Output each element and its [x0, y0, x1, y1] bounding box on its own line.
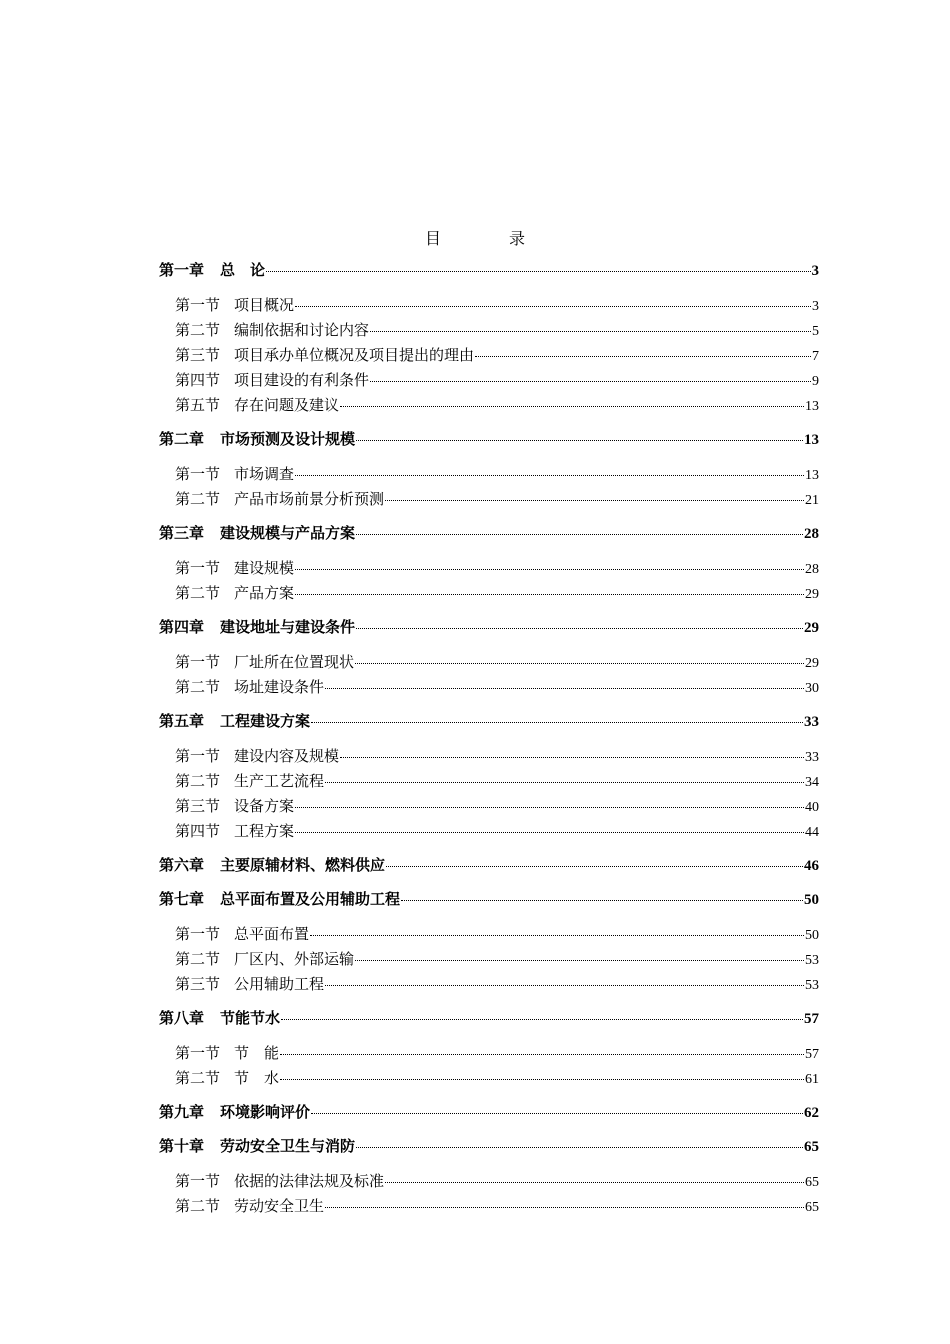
- page-number: 65: [805, 1200, 819, 1215]
- page-number: 53: [805, 978, 819, 993]
- chapter-number: 第七章: [159, 890, 205, 908]
- page-number: 13: [805, 399, 819, 414]
- page-number: 21: [805, 493, 819, 508]
- dot-leader: [355, 648, 804, 664]
- section-title: 依据的法律法规及标准: [234, 1172, 385, 1190]
- toc-chapter-entry[interactable]: [159, 1006, 819, 1031]
- chapter-number: 第九章: [159, 1103, 205, 1121]
- dot-leader: [401, 885, 803, 901]
- dot-leader: [266, 256, 810, 272]
- chapter-number: 第二章: [159, 430, 205, 448]
- toc-chapter-entry[interactable]: [159, 427, 819, 452]
- dot-leader: [356, 613, 803, 629]
- page-number: 61: [805, 1072, 819, 1087]
- section-number: 第一节: [175, 559, 221, 577]
- page-number: 9: [812, 374, 819, 389]
- chapter-title: 建设规模与产品方案: [220, 524, 356, 542]
- dot-leader: [310, 920, 804, 936]
- section-number: 第一节: [175, 653, 221, 671]
- dot-leader: [280, 1039, 804, 1055]
- section-title: 劳动安全卫生: [234, 1197, 325, 1215]
- table-of-contents: [159, 258, 819, 1219]
- page-number: 62: [804, 1105, 819, 1121]
- section-number: 第三节: [175, 346, 221, 364]
- toc-section-entry[interactable]: [159, 972, 819, 997]
- section-number: 第二节: [175, 490, 221, 508]
- chapter-number: 第一章: [159, 261, 205, 279]
- section-number: 第三节: [175, 797, 221, 815]
- toc-section-entry[interactable]: [159, 1169, 819, 1194]
- chapter-number: 第八章: [159, 1009, 205, 1027]
- chapter-title: 节能节水: [220, 1009, 281, 1027]
- toc-section-entry[interactable]: [159, 650, 819, 675]
- toc-chapter-entry[interactable]: [159, 521, 819, 546]
- dot-leader: [370, 366, 811, 382]
- dot-leader: [311, 707, 803, 723]
- page-number: 53: [805, 953, 819, 968]
- section-title: 市场调查: [234, 465, 295, 483]
- section-number: 第一节: [175, 1044, 221, 1062]
- section-title: 生产工艺流程: [234, 772, 325, 790]
- toc-section-entry[interactable]: [159, 581, 819, 606]
- section-number: 第二节: [175, 950, 221, 968]
- page-number: 46: [804, 858, 819, 874]
- page-number: 40: [805, 800, 819, 815]
- toc-section-entry[interactable]: [159, 769, 819, 794]
- section-number: 第二节: [175, 1069, 221, 1087]
- section-title: 建设内容及规模: [234, 747, 340, 765]
- section-number: 第三节: [175, 975, 221, 993]
- dot-leader: [385, 485, 804, 501]
- toc-section-entry[interactable]: [159, 1194, 819, 1219]
- section-title: 产品市场前景分析预测: [234, 490, 385, 508]
- dot-leader: [340, 391, 804, 407]
- section-number: 第四节: [175, 371, 221, 389]
- page-number: 65: [804, 1139, 819, 1155]
- section-title: 建设规模: [234, 559, 295, 577]
- chapter-number: 第三章: [159, 524, 205, 542]
- dot-leader: [475, 341, 811, 357]
- toc-section-entry[interactable]: [159, 819, 819, 844]
- dot-leader: [356, 425, 803, 441]
- page-number: 5: [812, 324, 819, 339]
- section-title: 项目概况: [234, 296, 295, 314]
- toc-section-entry[interactable]: [159, 293, 819, 318]
- chapter-title: 主要原辅材料、燃料供应: [220, 856, 386, 874]
- section-number: 第一节: [175, 296, 221, 314]
- toc-chapter-entry[interactable]: [159, 1100, 819, 1125]
- chapter-title: 总平面布置及公用辅助工程: [220, 890, 401, 908]
- page-number: 13: [805, 468, 819, 483]
- section-title: 项目建设的有利条件: [234, 371, 370, 389]
- page-number: 28: [804, 526, 819, 542]
- toc-section-entry[interactable]: [159, 794, 819, 819]
- page-number: 50: [804, 892, 819, 908]
- page-number: 65: [805, 1175, 819, 1190]
- chapter-number: 第六章: [159, 856, 205, 874]
- dot-leader: [295, 579, 804, 595]
- chapter-title: 环境影响评价: [220, 1103, 311, 1121]
- section-title: 总平面布置: [234, 925, 310, 943]
- dot-leader: [295, 460, 804, 476]
- dot-leader: [340, 742, 804, 758]
- page-number: 3: [812, 299, 819, 314]
- section-title: 编制依据和讨论内容: [234, 321, 370, 339]
- toc-section-entry[interactable]: [159, 462, 819, 487]
- toc-chapter-entry[interactable]: [159, 709, 819, 734]
- toc-section-entry[interactable]: [159, 393, 819, 418]
- toc-section-entry[interactable]: [159, 343, 819, 368]
- page-number: 50: [805, 928, 819, 943]
- dot-leader: [325, 1192, 804, 1208]
- toc-section-entry[interactable]: [159, 318, 819, 343]
- toc-section-entry[interactable]: [159, 947, 819, 972]
- dot-leader: [385, 1167, 804, 1183]
- dot-leader: [295, 291, 811, 307]
- page-number: 28: [805, 562, 819, 577]
- chapter-number: 第五章: [159, 712, 205, 730]
- section-title: 存在问题及建议: [234, 396, 340, 414]
- section-title: 厂址所在位置现状: [234, 653, 355, 671]
- dot-leader: [356, 1132, 803, 1148]
- toc-section-entry[interactable]: [159, 744, 819, 769]
- dot-leader: [325, 673, 804, 689]
- page-number: 29: [804, 620, 819, 636]
- page-number: 33: [804, 714, 819, 730]
- dot-leader: [325, 970, 804, 986]
- dot-leader: [356, 519, 803, 535]
- section-title: 厂区内、外部运输: [234, 950, 355, 968]
- dot-leader: [281, 1004, 803, 1020]
- toc-title: 目 录: [424, 229, 551, 248]
- section-title: 节 水: [234, 1069, 280, 1087]
- dot-leader: [386, 851, 803, 867]
- chapter-title: 总 论: [220, 261, 266, 279]
- dot-leader: [280, 1064, 804, 1080]
- section-title: 项目承办单位概况及项目提出的理由: [234, 346, 475, 364]
- toc-section-entry[interactable]: [159, 922, 819, 947]
- section-number: 第二节: [175, 678, 221, 696]
- section-title: 场址建设条件: [234, 678, 325, 696]
- page-number: 13: [804, 432, 819, 448]
- toc-section-entry[interactable]: [159, 675, 819, 700]
- page-number: 34: [805, 775, 819, 790]
- toc-section-entry[interactable]: [159, 1041, 819, 1066]
- chapter-title: 劳动安全卫生与消防: [220, 1137, 356, 1155]
- dot-leader: [311, 1098, 803, 1114]
- page-number: 29: [805, 587, 819, 602]
- section-number: 第五节: [175, 396, 221, 414]
- page-number: 33: [805, 750, 819, 765]
- chapter-number: 第四章: [159, 618, 205, 636]
- page-number: 44: [805, 825, 819, 840]
- section-title: 节 能: [234, 1044, 280, 1062]
- page-number: 57: [804, 1011, 819, 1027]
- page-number: 30: [805, 681, 819, 696]
- chapter-number: 第十章: [159, 1137, 205, 1155]
- section-number: 第四节: [175, 822, 221, 840]
- dot-leader: [370, 316, 811, 332]
- dot-leader: [355, 945, 804, 961]
- section-number: 第一节: [175, 1172, 221, 1190]
- section-title: 公用辅助工程: [234, 975, 325, 993]
- dot-leader: [325, 767, 804, 783]
- toc-section-entry[interactable]: [159, 556, 819, 581]
- section-title: 产品方案: [234, 584, 295, 602]
- chapter-title: 工程建设方案: [220, 712, 311, 730]
- page-number: 3: [811, 263, 819, 279]
- section-number: 第二节: [175, 772, 221, 790]
- page-number: 57: [805, 1047, 819, 1062]
- toc-section-entry[interactable]: [159, 368, 819, 393]
- toc-chapter-entry[interactable]: [159, 258, 819, 283]
- section-number: 第二节: [175, 1197, 221, 1215]
- section-number: 第二节: [175, 321, 221, 339]
- chapter-title: 建设地址与建设条件: [220, 618, 356, 636]
- section-number: 第一节: [175, 925, 221, 943]
- toc-chapter-entry[interactable]: [159, 887, 819, 912]
- section-number: 第二节: [175, 584, 221, 602]
- section-title: 设备方案: [234, 797, 295, 815]
- section-title: 工程方案: [234, 822, 295, 840]
- chapter-title: 市场预测及设计规模: [220, 430, 356, 448]
- toc-section-entry[interactable]: [159, 1066, 819, 1091]
- section-number: 第一节: [175, 747, 221, 765]
- page-number: 7: [812, 349, 819, 364]
- page-number: 29: [805, 656, 819, 671]
- dot-leader: [295, 554, 804, 570]
- toc-chapter-entry[interactable]: [159, 853, 819, 878]
- dot-leader: [295, 792, 804, 808]
- dot-leader: [295, 817, 804, 833]
- section-number: 第一节: [175, 465, 221, 483]
- toc-chapter-entry[interactable]: [159, 615, 819, 640]
- toc-section-entry[interactable]: [159, 487, 819, 512]
- toc-chapter-entry[interactable]: [159, 1134, 819, 1159]
